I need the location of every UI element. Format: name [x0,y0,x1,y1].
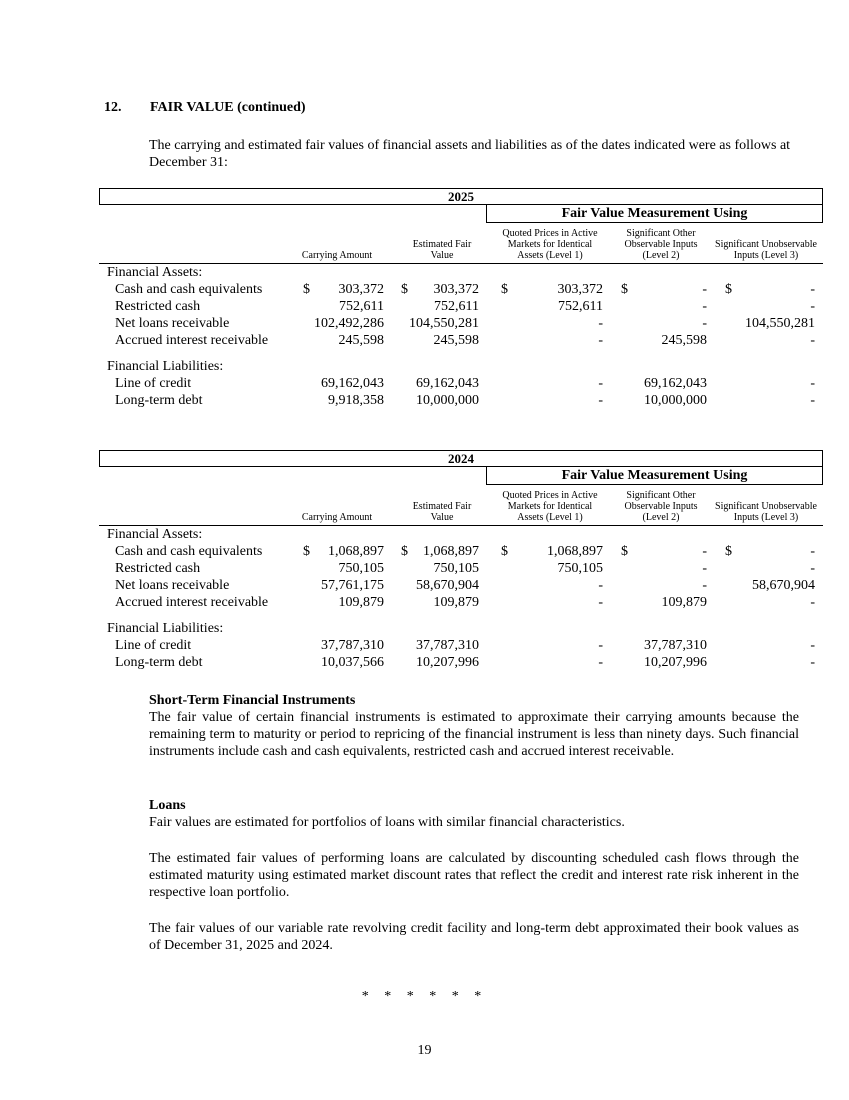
cell-level2: - [702,282,707,297]
intro-paragraph: The carrying and estimated fair values of financial assets and liabilities as of the dates indicated were as follows at December 31: [149,138,791,170]
fair-value-table-2024 [99,450,823,670]
table-year-header: 2025 [99,188,823,205]
cell-level2: - [702,316,707,331]
table-row [99,594,823,611]
column-header-estimated: Estimated Fair Value [412,501,472,523]
row-label: Line of credit [115,376,192,391]
cell-level1: - [598,333,603,348]
section-title: Financial Liabilities: [107,621,224,636]
cell-estimated: 752,611 [434,299,479,314]
row-label: Line of credit [115,638,192,653]
cell-level2: - [702,544,707,559]
short-term-section [149,692,799,760]
cell-level1: 752,611 [558,299,603,314]
row-label: Cash and cash equivalents [115,544,263,559]
table-row [99,577,823,594]
short-term-title: Short-Term Financial Instruments [149,693,356,708]
currency-symbol: $ [501,282,508,297]
currency-symbol: $ [501,544,508,559]
column-header-estimated: Estimated Fair Value [412,239,472,261]
cell-level3: - [810,376,815,391]
cell-carrying: 57,761,175 [321,578,384,593]
currency-symbol: $ [401,282,408,297]
row-label: Restricted cash [115,299,201,314]
cell-level3: - [810,561,815,576]
cell-level3: - [810,544,815,559]
section-title: Financial Assets: [107,265,203,280]
cell-estimated: 1,068,897 [423,544,479,559]
cell-level3: - [810,333,815,348]
cell-estimated: 69,162,043 [416,376,479,391]
table-row [99,392,823,409]
table-row [99,332,823,349]
loans-text-1: Fair values are estimated for portfolios of loans with similar financial characteristics. [149,815,625,830]
table-row [99,637,823,654]
section-heading [104,100,306,116]
cell-level1: 750,105 [557,561,603,576]
cell-level1: - [598,393,603,408]
cell-level2: 10,207,996 [644,655,707,670]
row-label: Cash and cash equivalents [115,282,263,297]
cell-level1: - [598,655,603,670]
cell-level2: 10,000,000 [644,393,707,408]
cell-estimated: 750,105 [433,561,479,576]
cell-carrying: 9,918,358 [328,393,384,408]
table-row [99,281,823,298]
cell-estimated: 303,372 [433,282,479,297]
currency-symbol: $ [303,282,310,297]
cell-level3: - [810,282,815,297]
cell-level3: 58,670,904 [752,578,815,593]
row-label: Long-term debt [115,655,203,670]
cell-estimated: 10,207,996 [416,655,479,670]
table-row [99,560,823,577]
row-label: Long-term debt [115,393,203,408]
cell-estimated: 109,879 [433,595,479,610]
column-header-level2: Significant Other Observable Inputs (Level 2) [624,490,698,523]
cell-level1: - [598,316,603,331]
section-spacer [99,349,823,358]
section-title: FAIR VALUE (continued) [150,100,306,115]
cell-level3: - [810,638,815,653]
cell-level3: - [810,595,815,610]
cell-level2: 37,787,310 [644,638,707,653]
short-term-text: The fair value of certain financial instruments is estimated to approximate their carrying amounts because the remaining term to maturity or period to repricing of the financial instrument is less than ninety days. Such financial instruments include cash and cash equivalents, restricted cash and accrued interest receivable. [149,710,799,759]
cell-level1: - [598,578,603,593]
cell-carrying: 37,787,310 [321,638,384,653]
column-header-carrying: Carrying Amount [301,512,373,523]
currency-symbol: $ [725,544,732,559]
row-label: Accrued interest receivable [115,595,269,610]
section-spacer [99,611,823,620]
table-row [99,375,823,392]
row-label: Net loans receivable [115,316,230,331]
cell-level3: - [810,655,815,670]
currency-symbol: $ [401,544,408,559]
cell-level1: - [598,595,603,610]
cell-level1: - [598,376,603,391]
cell-estimated: 10,000,000 [416,393,479,408]
table-rows [99,264,823,409]
cell-carrying: 1,068,897 [328,544,384,559]
table-year-header: 2024 [99,450,823,467]
table-row [99,543,823,560]
cell-estimated: 37,787,310 [416,638,479,653]
table-row [99,654,823,671]
cell-estimated: 245,598 [433,333,479,348]
cell-estimated: 58,670,904 [416,578,479,593]
section-number: 12. [104,100,122,115]
column-header-level1: Quoted Prices in Active Markets for Identical Assets (Level 1) [502,228,598,261]
column-headers [99,223,823,264]
currency-symbol: $ [621,544,628,559]
row-label: Accrued interest receivable [115,333,269,348]
column-header-level3: Significant Unobservable Inputs (Level 3) [715,239,817,261]
column-header-level1: Quoted Prices in Active Markets for Identical Assets (Level 1) [502,490,598,523]
cell-level3: - [810,299,815,314]
section-title: Financial Liabilities: [107,359,224,374]
section-title: Financial Assets: [107,527,203,542]
cell-carrying: 69,162,043 [321,376,384,391]
loans-section [149,797,799,831]
fair-value-measurement-header: Fair Value Measurement Using [486,205,823,223]
column-headers [99,485,823,526]
table-row [99,298,823,315]
column-header-level2: Significant Other Observable Inputs (Level 2) [624,228,698,261]
cell-level2: - [702,299,707,314]
currency-symbol: $ [725,282,732,297]
fair-value-measurement-header: Fair Value Measurement Using [486,467,823,485]
loans-text-2: The estimated fair values of performing loans are calculated by discounting scheduled cash flows through the estimated maturity using estimated market discount rates that reflect the credit and interest rate risk inherent in the respective loan portfolio. [149,851,799,900]
table-rows [99,526,823,671]
cell-level3: - [810,393,815,408]
currency-symbol: $ [303,544,310,559]
cell-level2: 69,162,043 [644,376,707,391]
cell-level1: 1,068,897 [547,544,603,559]
row-label: Restricted cash [115,561,201,576]
loans-title: Loans [149,798,186,813]
cell-level3: 104,550,281 [745,316,815,331]
column-header-carrying: Carrying Amount [301,250,373,261]
cell-level2: - [702,578,707,593]
cell-level1: 303,372 [557,282,603,297]
fair-value-table-2025 [99,188,823,408]
page-number: 19 [417,1043,432,1058]
cell-carrying: 750,105 [338,561,384,576]
cell-level2: 109,879 [661,595,707,610]
loans-text-3: The fair values of our variable rate revolving credit facility and long-term debt approximated their book values as of December 31, 2025 and 2024. [149,921,799,953]
cell-level2: 245,598 [661,333,707,348]
row-label: Net loans receivable [115,578,230,593]
cell-carrying: 245,598 [338,333,384,348]
cell-carrying: 102,492,286 [314,316,384,331]
cell-level2: - [702,561,707,576]
column-header-level3: Significant Unobservable Inputs (Level 3) [715,501,817,523]
table-row [99,315,823,332]
cell-carrying: 109,879 [338,595,384,610]
section-end-stars: * * * * * * [361,989,488,1004]
cell-estimated: 104,550,281 [409,316,479,331]
cell-carrying: 752,611 [339,299,384,314]
cell-carrying: 303,372 [338,282,384,297]
cell-carrying: 10,037,566 [321,655,384,670]
currency-symbol: $ [621,282,628,297]
cell-level1: - [598,638,603,653]
